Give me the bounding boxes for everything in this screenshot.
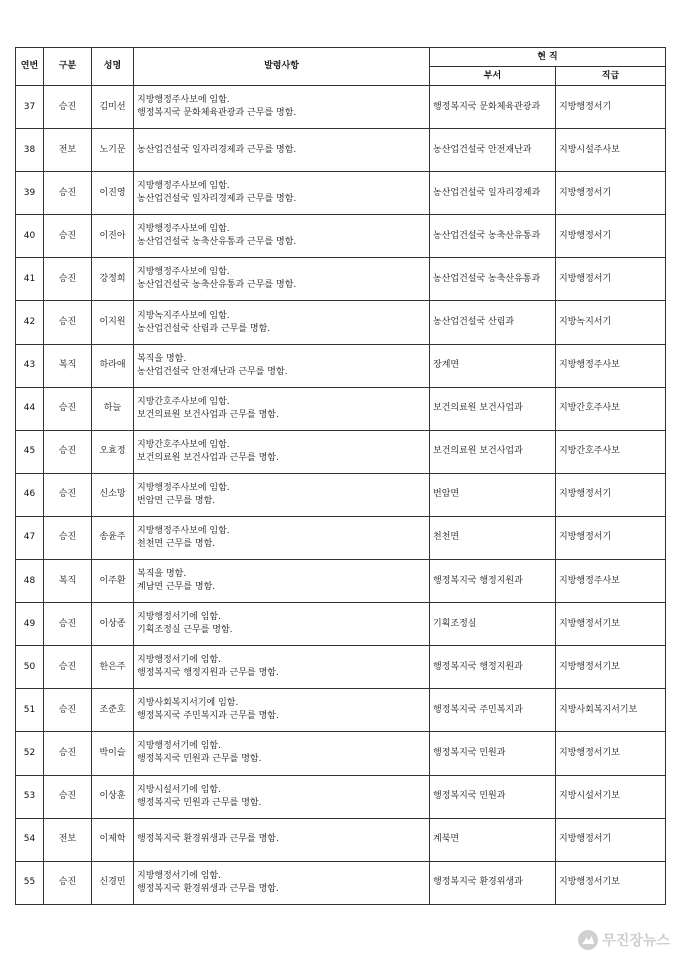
row-no: 42 (16, 301, 44, 344)
row-rank: 지방행정서기보 (556, 603, 666, 646)
row-no: 55 (16, 861, 44, 904)
table-row (16, 86, 666, 129)
row-type: 승진 (44, 301, 92, 344)
row-order (134, 689, 430, 732)
row-type: 승진 (44, 215, 92, 258)
row-type: 승진 (44, 86, 92, 129)
row-type: 승진 (44, 861, 92, 904)
row-no: 46 (16, 473, 44, 516)
table-row (16, 861, 666, 904)
row-type: 승진 (44, 516, 92, 559)
table-row (16, 258, 666, 301)
header-name: 성명 (92, 48, 134, 86)
order-line-1: 지방행정서기에 임함. (137, 741, 221, 752)
row-name: 오효정 (92, 430, 134, 473)
row-name: 이지원 (92, 301, 134, 344)
row-type: 복직 (44, 560, 92, 603)
row-no: 44 (16, 387, 44, 430)
row-order (134, 646, 430, 689)
row-no: 50 (16, 646, 44, 689)
order-line-1: 지방행정주사보에 임함. (137, 482, 230, 493)
row-name: 노기문 (92, 129, 134, 172)
order-line-2: 농산업건설국 산림과 근무를 명함. (137, 323, 271, 334)
row-type: 승진 (44, 387, 92, 430)
table-row (16, 344, 666, 387)
table-row (16, 473, 666, 516)
row-no: 52 (16, 732, 44, 775)
order-line-2: 행정복지국 문화체육관광과 근무를 명함. (137, 108, 297, 119)
row-name: 이상훈 (92, 775, 134, 818)
header-rank: 직급 (556, 67, 666, 86)
row-no: 37 (16, 86, 44, 129)
row-no: 48 (16, 560, 44, 603)
order-line-1: 농산업건설국 일자리경제과 근무를 명함. (137, 144, 297, 155)
row-dept: 계북면 (430, 818, 556, 861)
order-line-2: 농산업건설국 일자리경제과 근무를 명함. (137, 194, 297, 205)
row-order (134, 732, 430, 775)
row-order (134, 129, 430, 172)
row-rank: 지방행정서기 (556, 215, 666, 258)
row-no: 40 (16, 215, 44, 258)
row-type: 승진 (44, 473, 92, 516)
row-name: 신소망 (92, 473, 134, 516)
order-line-1: 지방행정서기에 임함. (137, 612, 221, 623)
order-line-1: 지방행정주사보에 임함. (137, 95, 230, 106)
row-name: 이주환 (92, 560, 134, 603)
table-row (16, 818, 666, 861)
order-line-2: 행정복지국 행정지원과 근무를 명함. (137, 668, 279, 679)
row-type: 승진 (44, 775, 92, 818)
header-order: 발령사항 (134, 48, 430, 86)
row-name: 하늘 (92, 387, 134, 430)
table-row (16, 560, 666, 603)
order-line-1: 지방사회복지서기에 임함. (137, 698, 239, 709)
row-order (134, 603, 430, 646)
table-row (16, 603, 666, 646)
row-order (134, 301, 430, 344)
row-order (134, 775, 430, 818)
row-name: 이제학 (92, 818, 134, 861)
row-no: 53 (16, 775, 44, 818)
row-name: 이진영 (92, 172, 134, 215)
row-type: 승진 (44, 689, 92, 732)
order-line-1: 지방행정주사보에 임함. (137, 267, 230, 278)
row-dept: 농산업건설국 농축산유통과 (430, 258, 556, 301)
order-line-2: 농산업건설국 농축산유통과 근무를 명함. (137, 237, 297, 248)
row-dept: 농산업건설국 일자리경제과 (430, 172, 556, 215)
table-row (16, 172, 666, 215)
row-dept: 장계면 (430, 344, 556, 387)
order-line-2: 번암면 근무를 명함. (137, 495, 216, 506)
row-type: 전보 (44, 129, 92, 172)
row-name: 박이슬 (92, 732, 134, 775)
order-line-2: 행정복지국 민원과 근무를 명함. (137, 797, 262, 808)
row-no: 54 (16, 818, 44, 861)
table-row (16, 430, 666, 473)
row-type: 전보 (44, 818, 92, 861)
watermark-logo-icon (578, 930, 598, 950)
row-no: 43 (16, 344, 44, 387)
order-line-2: 보건의료원 보건사업과 근무를 명함. (137, 409, 279, 420)
row-dept: 천천면 (430, 516, 556, 559)
order-line-1: 지방간호주사보에 임함. (137, 439, 230, 450)
table-row (16, 516, 666, 559)
row-dept: 행정복지국 행정지원과 (430, 646, 556, 689)
row-type: 복직 (44, 344, 92, 387)
row-order (134, 516, 430, 559)
row-no: 39 (16, 172, 44, 215)
order-line-2: 행정복지국 환경위생과 근무를 명함. (137, 883, 279, 894)
row-order (134, 430, 430, 473)
row-rank: 지방행정서기 (556, 258, 666, 301)
row-order (134, 560, 430, 603)
row-order (134, 387, 430, 430)
row-rank: 지방행정주사보 (556, 344, 666, 387)
row-name: 이상종 (92, 603, 134, 646)
row-dept: 보건의료원 보건사업과 (430, 430, 556, 473)
row-type: 승진 (44, 258, 92, 301)
row-rank: 지방간호주사보 (556, 430, 666, 473)
row-type: 승진 (44, 603, 92, 646)
row-no: 41 (16, 258, 44, 301)
row-order (134, 215, 430, 258)
order-line-2: 농산업건설국 농축산유통과 근무를 명함. (137, 280, 297, 291)
order-line-1: 지방행정주사보에 임함. (137, 224, 230, 235)
order-line-2: 보건의료원 보건사업과 근무를 명함. (137, 452, 279, 463)
row-rank: 지방행정서기보 (556, 861, 666, 904)
order-line-2: 행정복지국 민원과 근무를 명함. (137, 754, 262, 765)
row-type: 승진 (44, 646, 92, 689)
row-type: 승진 (44, 430, 92, 473)
row-rank: 지방행정서기 (556, 516, 666, 559)
row-dept: 행정복지국 행정지원과 (430, 560, 556, 603)
row-order (134, 86, 430, 129)
order-line-2: 계남면 근무를 명함. (137, 582, 216, 593)
row-dept: 행정복지국 환경위생과 (430, 861, 556, 904)
row-no: 47 (16, 516, 44, 559)
order-line-2: 천천면 근무를 명함. (137, 538, 216, 549)
row-rank: 지방녹지서기 (556, 301, 666, 344)
row-rank: 지방시설주사보 (556, 129, 666, 172)
order-line-2: 농산업건설국 안전재난과 근무를 명함. (137, 366, 288, 377)
row-no: 45 (16, 430, 44, 473)
row-dept: 농산업건설국 안전재난과 (430, 129, 556, 172)
row-order (134, 861, 430, 904)
row-dept: 행정복지국 민원과 (430, 775, 556, 818)
row-name: 신경민 (92, 861, 134, 904)
row-dept: 농산업건설국 산림과 (430, 301, 556, 344)
row-no: 49 (16, 603, 44, 646)
table-row (16, 689, 666, 732)
row-name: 조준호 (92, 689, 134, 732)
row-dept: 보건의료원 보건사업과 (430, 387, 556, 430)
row-rank: 지방행정서기 (556, 473, 666, 516)
header-type: 구분 (44, 48, 92, 86)
order-line-1: 지방행정주사보에 임함. (137, 525, 230, 536)
row-no: 51 (16, 689, 44, 732)
table-row (16, 215, 666, 258)
order-line-2: 기획조정실 근무를 명함. (137, 625, 233, 636)
order-line-1: 지방행정서기에 임함. (137, 655, 221, 666)
table-row (16, 301, 666, 344)
row-name: 강정희 (92, 258, 134, 301)
row-rank: 지방행정서기보 (556, 646, 666, 689)
order-line-1: 복직을 명함. (137, 353, 187, 364)
row-name: 하라애 (92, 344, 134, 387)
watermark-text: 무진장뉴스 (602, 933, 670, 949)
row-order (134, 258, 430, 301)
row-order (134, 344, 430, 387)
order-line-1: 행정복지국 환경위생과 근무를 명함. (137, 834, 279, 845)
row-rank: 지방행정서기보 (556, 732, 666, 775)
row-dept: 농산업건설국 농축산유통과 (430, 215, 556, 258)
table-body (16, 86, 666, 905)
row-dept: 행정복지국 주민복지과 (430, 689, 556, 732)
row-rank: 지방행정주사보 (556, 560, 666, 603)
order-line-2: 행정복지국 주민복지과 근무를 명함. (137, 711, 279, 722)
table-row (16, 129, 666, 172)
row-name: 송윤주 (92, 516, 134, 559)
row-rank: 지방행정서기 (556, 86, 666, 129)
watermark (578, 930, 670, 950)
row-rank: 지방사회복지서기보 (556, 689, 666, 732)
row-name: 이진아 (92, 215, 134, 258)
order-line-1: 지방녹지주사보에 임함. (137, 310, 230, 321)
order-line-1: 지방간호주사보에 임함. (137, 396, 230, 407)
order-line-1: 복직을 명함. (137, 569, 187, 580)
personnel-table (15, 47, 666, 905)
header-dept: 부서 (430, 67, 556, 86)
order-line-1: 지방시설서기에 임함. (137, 784, 221, 795)
table-row (16, 775, 666, 818)
row-rank: 지방행정서기 (556, 818, 666, 861)
row-no: 38 (16, 129, 44, 172)
row-type: 승진 (44, 172, 92, 215)
row-dept: 기획조정실 (430, 603, 556, 646)
table-row (16, 646, 666, 689)
row-order (134, 172, 430, 215)
row-dept: 번암면 (430, 473, 556, 516)
row-name: 김미선 (92, 86, 134, 129)
row-order (134, 818, 430, 861)
header-current: 현 직 (430, 48, 666, 67)
row-rank: 지방행정서기 (556, 172, 666, 215)
row-dept: 행정복지국 문화체육관광과 (430, 86, 556, 129)
row-rank: 지방시설서기보 (556, 775, 666, 818)
row-dept: 행정복지국 민원과 (430, 732, 556, 775)
row-rank: 지방간호주사보 (556, 387, 666, 430)
order-line-1: 지방행정주사보에 임함. (137, 181, 230, 192)
row-name: 한은주 (92, 646, 134, 689)
table-row (16, 732, 666, 775)
header-no: 연번 (16, 48, 44, 86)
table-row (16, 387, 666, 430)
order-line-1: 지방행정서기에 임함. (137, 870, 221, 881)
row-type: 승진 (44, 732, 92, 775)
row-order (134, 473, 430, 516)
